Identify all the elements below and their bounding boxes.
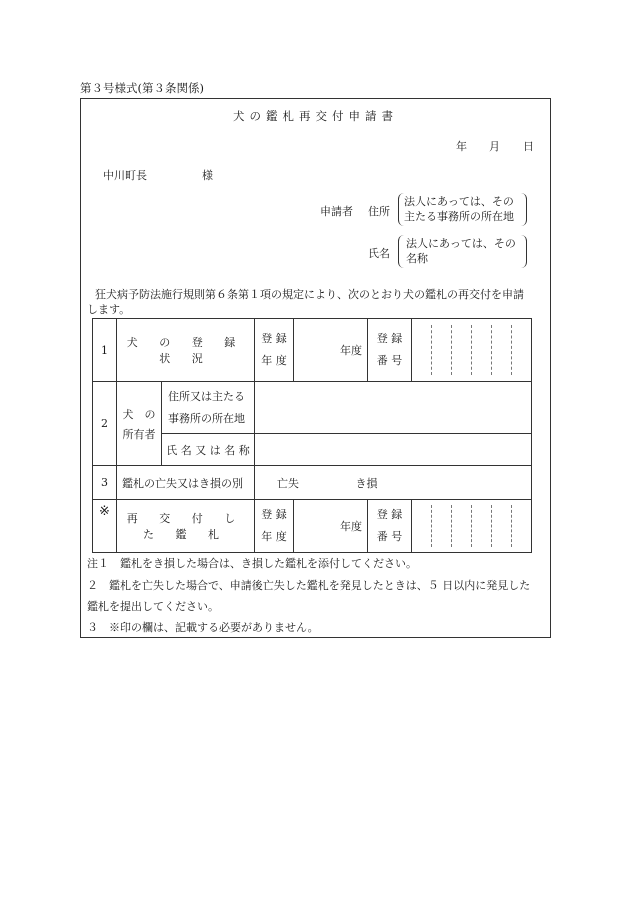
intro-paragraph [87,287,549,317]
note-3: ３ ※印の欄は、記載する必要がありません。 [87,621,319,634]
row3-choice-cell[interactable] [255,466,532,500]
row3-damaged-option[interactable]: き損 [355,476,378,490]
applicant-label: 申請者 [320,205,353,218]
note-2-line2: 鑑札を提出してください。 [87,600,219,613]
row4-reg-year-label [255,500,294,553]
addressee: 中川町長 [103,169,147,182]
name-note-line1: 法人にあっては、その [406,237,516,250]
row2-address-field[interactable] [255,382,532,434]
row3-label: 鑑札の亡失又はき損の別 [117,466,255,500]
note-1: 注１ 鑑札をき損した場合は、き損した鑑札を添付してください。 [87,557,417,570]
row1-label: 犬 の 登 録 状 況 [117,319,255,382]
row2-number: 2 [93,382,117,466]
table-row [93,319,532,382]
row1-num-top: 登 録 [376,332,403,345]
row4-num-bottom: 番 号 [376,530,403,543]
row1-reg-top: 登 録 [261,332,287,345]
row2-addr-top: 住所又は主たる [168,389,245,403]
row1-number: 1 [93,319,117,382]
form-title: 犬の鑑札再交付申請書 [233,109,398,123]
date-month-label: 月 [489,140,500,153]
application-table [92,318,532,553]
row4-reg-number-label [368,500,412,553]
intro-line1: 狂犬病予防法施行規則第６条第１項の規定により、次のとおり犬の鑑札の再交付を申請 [95,288,524,301]
intro-line2: します。 [87,303,131,316]
row1-number-boxes[interactable] [412,319,532,382]
row4-num-top: 登 録 [376,508,403,521]
name-note-line2: 名称 [406,252,428,265]
date-day-label: 日 [523,140,534,153]
row4-mark: ※ [93,500,117,553]
row2-owner-label [117,382,162,466]
note-2-line1: ２ 鑑札を亡失した場合で、申請後亡失した鑑札を発見したときは、５ 日以内に発見した [87,579,531,592]
row1-year-suffix: 年度 [340,344,362,357]
row4-reg-bottom: 年 度 [261,530,287,543]
table-row [93,382,532,434]
applicant-name-label: 氏名 [368,247,390,260]
form-number-label: 第３号様式(第３条関係) [80,81,204,95]
honorific: 様 [202,169,213,182]
row3-number: 3 [93,466,117,500]
address-note-line1: 法人にあっては、その [404,195,514,208]
row2-label-bottom: 所有者 [122,427,156,441]
applicant-address-label: 住所 [368,205,390,218]
date-year-label: 年 [456,140,467,153]
row1-reg-number-label [368,319,412,382]
row3-lost-option[interactable]: 亡失 [277,476,299,490]
row4-year-suffix: 年度 [340,520,362,533]
row2-name-label: 氏 名 又 は 名 称 [162,434,255,466]
row4-number-boxes[interactable] [412,500,532,553]
row1-reg-year-label [255,319,294,382]
row2-name-field[interactable] [255,434,532,466]
address-note-line2: 主たる事務所の所在地 [404,210,514,223]
row4-reg-top: 登 録 [261,508,287,521]
row4-year-field[interactable] [294,500,368,553]
row2-address-label [162,382,255,434]
row4-label: 再 交 付 し た 鑑 札 [117,500,255,553]
row1-year-field[interactable] [294,319,368,382]
row2-addr-bottom: 事務所の所在地 [168,411,245,425]
row2-label-top: 犬 の [122,407,156,421]
table-row [93,500,532,553]
row1-reg-bottom: 年 度 [261,354,287,367]
row1-num-bottom: 番 号 [376,354,403,367]
table-row [93,466,532,500]
